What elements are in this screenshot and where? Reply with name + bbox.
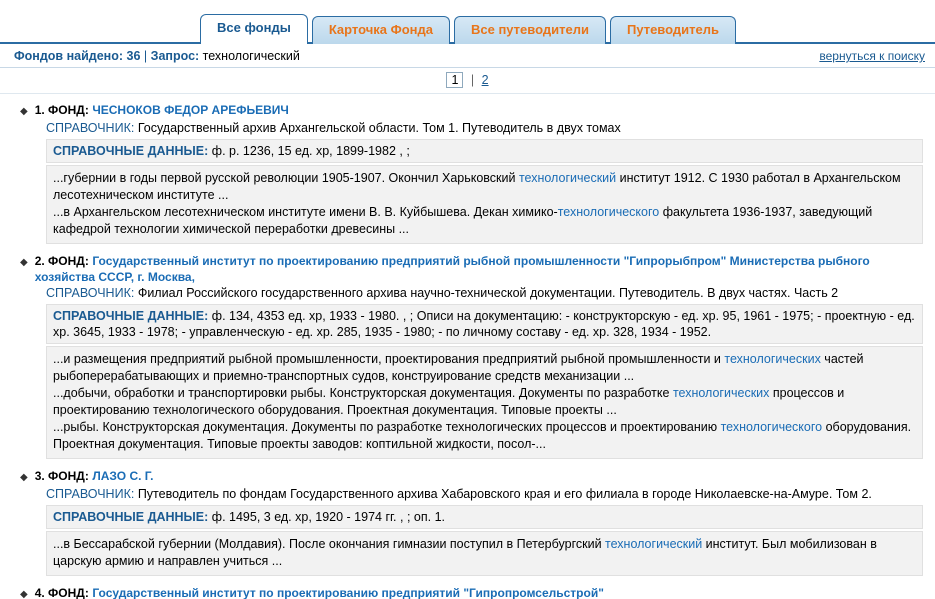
snippet-text: институт 1912. С 1930 работал в Архангельском лесотехническом институте ... [53,171,901,202]
found-count: 36 [126,49,141,63]
reference-data-value: ф. р. 1236, 15 ед. хр, 1899-1982 , ; [211,144,410,158]
tab-bar [0,0,935,44]
snippet-highlight: технологический [605,537,703,551]
list-item [12,253,923,459]
reference-data-label: СПРАВОЧНЫЕ ДАННЫЕ: [53,144,209,158]
query-value: технологический [202,49,300,63]
snippet-highlight: технологического [720,420,823,434]
reference-data-value: ф. 134, 4353 ед. хр, 1933 - 1980. , ; Описи на документацию: - конструкторскую - ед. хр. 95, 1961 - 1975; - проектную - ед. хр. 3645, 1933 - 1978; - управленческую - ед. хр. 285, 1935 - 1980; - по личному составу - ед. хр. 328, 1934 - 1952. [53,309,915,339]
guide-label: СПРАВОЧНИК: [46,121,135,135]
snippet [53,170,916,203]
reference-data-value: ф. 1495, 3 ед. хр, 1920 - 1974 гг. , ; оп. 1. [211,510,445,524]
record-title-link[interactable]: Государственный институт по проектированию предприятий рыбной промышленности "Гипрорыбпром" Министерства рыбного хозяйства СССР, г. Москва, [34,254,870,284]
record-header [12,102,923,120]
guide-label: СПРАВОЧНИК: [46,487,135,501]
snippet-text: оборудования. Проектная документация. Типовые проекты заводов: коптильной жидкости, посол-... [53,420,912,451]
record-title-link[interactable]: Государственный институт по проектированию предприятий "Гипропромсельстрой" [92,586,604,599]
bullet-icon: ◆ [20,472,28,483]
guide-label: СПРАВОЧНИК: [46,286,135,300]
snippet [53,351,916,384]
snippet-highlight: технологический [518,171,617,185]
snippet-text: ...в Бессарабской губернии (Молдавия). После окончания гимназии поступил в Петербургский [53,537,606,551]
results-info-bar [0,44,935,68]
list-item [12,468,923,576]
pagination [0,68,935,94]
guide-value: Государственный архив Архангельской области. Том 1. Путеводитель в двух томах [137,121,621,135]
snippet [53,204,916,237]
record-reference-data [46,304,923,344]
record-guide [46,285,923,301]
record-number: 1. ФОНД: [34,103,89,117]
record-header [12,253,923,285]
tab-all-fonds[interactable]: Все фонды [200,14,308,44]
info-separator: | [143,49,148,63]
snippet-text: ...в Архангельском лесотехническом институте имени В. В. Куйбышева. Декан химико- [53,205,558,219]
snippet [53,419,916,452]
record-snippets [46,346,923,459]
guide-value: Путеводитель по фондам Государственного архива Хабаровского края и его филиала в городе Николаевске-на-Амуре. Том 2. [137,487,872,501]
list-item [12,585,923,599]
reference-data-label: СПРАВОЧНЫЕ ДАННЫЕ: [53,309,209,323]
tab-guide[interactable]: Путеводитель [610,16,736,44]
record-snippets [46,531,923,576]
snippet [53,385,916,418]
record-number: 2. ФОНД: [34,254,89,268]
snippet-highlight: технологических [724,352,821,366]
snippet-highlight: технологического [557,205,660,219]
bullet-icon: ◆ [20,257,28,268]
record-snippets [46,165,923,244]
record-header [12,468,923,486]
page-current[interactable]: 1 [446,72,463,88]
query-label: Запрос: [150,49,200,63]
snippet-text: ...добычи, обработки и транспортировки рыбы. Конструкторская документация. Документы по разработке [53,386,673,400]
snippet-text: процессов и проектированию технологического оборудования. Проектная документация. Типовые проекты ... [53,386,845,417]
results-list [0,94,935,599]
bullet-icon: ◆ [20,589,28,599]
bullet-icon: ◆ [20,106,28,117]
reference-data-label: СПРАВОЧНЫЕ ДАННЫЕ: [53,510,209,524]
tab-fond-card[interactable]: Карточка Фонда [312,16,450,44]
snippet-text: ...губернии в годы первой русской революции 1905-1907. Окончил Харьковский [53,171,519,185]
snippet-text: частей рыбоперерабатывающих и приемно-транспортных судов, конструирование средств механизации ... [53,352,864,383]
snippet-text: ...рыбы. Конструкторская документация. Документы по разработке технологических процессов и проектированию [53,420,721,434]
record-reference-data [46,505,923,529]
results-summary [14,49,300,63]
found-label: Фондов найдено: [14,49,124,63]
snippet-text: институт. Был мобилизован в царскую армию и направлен учиться ... [53,537,877,568]
snippet-highlight: технологических [672,386,770,400]
guide-value: Филиал Российского государственного архива научно-технической документации. Путеводитель. В двух частях. Часть 2 [137,286,839,300]
page-next[interactable]: 2 [481,73,489,87]
record-number: 3. ФОНД: [34,469,89,483]
tab-list [200,14,736,44]
snippet [53,536,916,569]
page-separator: | [470,73,475,87]
record-number: 4. ФОНД: [34,586,89,599]
record-guide [46,486,923,502]
back-to-search-link[interactable]: вернуться к поиску [819,49,925,63]
record-guide [46,120,923,136]
record-title-link[interactable]: ЧЕСНОКОВ ФЕДОР АРЕФЬЕВИЧ [92,103,289,117]
record-title-link[interactable]: ЛАЗО С. Г. [92,469,154,483]
snippet-text: факультета 1936-1937, заведующий кафедрой технологии химической переработки древесины ... [53,205,873,236]
list-item [12,102,923,244]
record-header [12,585,923,599]
snippet-text: ...и размещения предприятий рыбной промышленности, проектирования предприятий рыбной промышленности и [53,352,725,366]
tab-all-guides[interactable]: Все путеводители [454,16,606,44]
record-reference-data [46,139,923,163]
